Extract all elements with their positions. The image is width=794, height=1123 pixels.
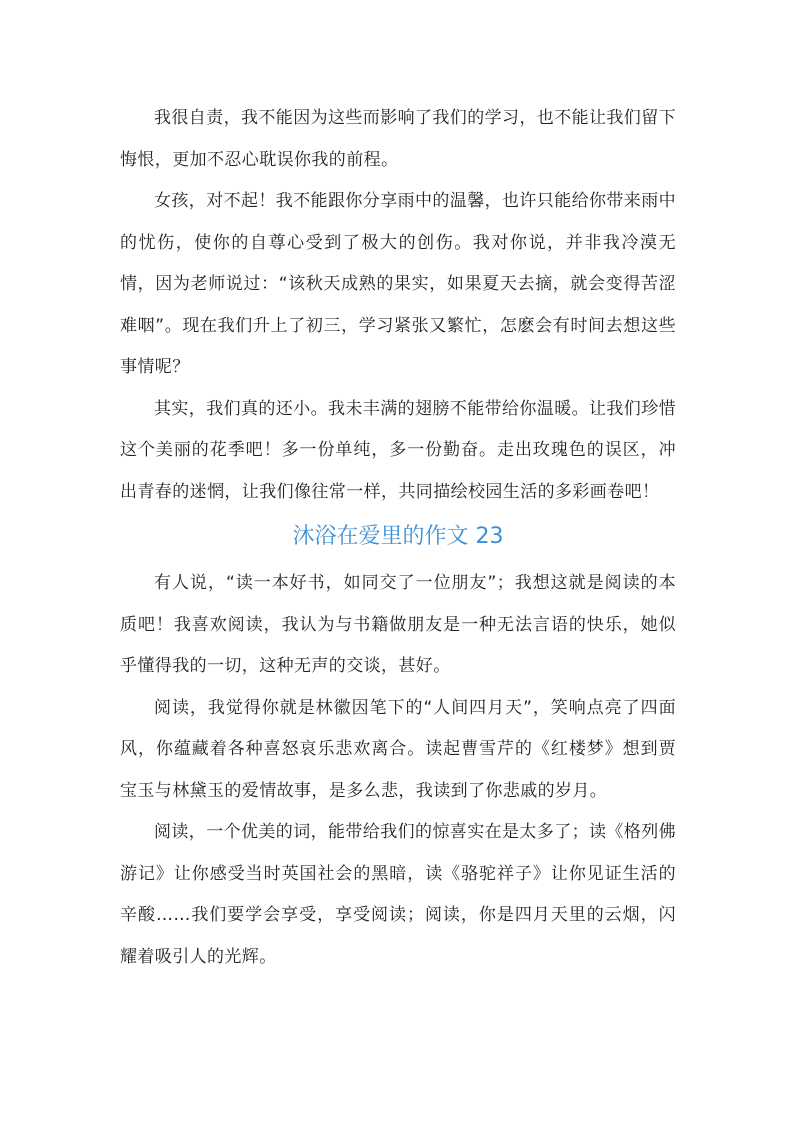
document-body <box>120 98 676 978</box>
paragraph-4: 有人说，“读一本好书，如同交了一位朋友”；我想这就是阅读的本质吧！我喜欢阅读，我认为与书籍做朋友是一种无法言语的快乐，她似乎懂得我的一切，这种无声的交谈，甚好。 <box>120 573 676 676</box>
paragraph-6: 阅读，一个优美的词，能带给我们的惊喜实在是太多了；读《格列佛游记》让你感受当时英国社会的黑暗，读《骆驼祥子》让你见证生活的辛酸……我们要学会享受，享受阅读；阅读，你是四月天里的云烟，闪耀着吸引人的光辉。 <box>120 822 676 967</box>
paragraph-3: 其实，我们真的还小。我未丰满的翅膀不能带给你温暖。让我们珍惜这个美丽的花季吧！多一份单纯，多一份勤奋。走出玫瑰色的误区，冲出青春的迷惘，让我们像往常一样，共同描绘校园生活的多彩画卷吧！ <box>120 398 676 502</box>
paragraph-5: 阅读，我觉得你就是林徽因笔下的“人间四月天”，笑响点亮了四面风，你蕴藏着各种喜怒哀乐悲欢离合。读起曹雪芹的《红楼梦》想到贾宝玉与林黛玉的爱情故事，是多么悲，我读到了你悲戚的岁月。 <box>120 697 676 801</box>
section-heading: 沐浴在爱里的作文 23 <box>292 524 504 549</box>
paragraph-1: 我很自责，我不能因为这些而影响了我们的学习，也不能让我们留下悔恨，更加不忍心耽误你我的前程。 <box>120 108 676 170</box>
paragraph-2: 女孩，对不起！我不能跟你分享雨中的温馨，也许只能给你带来雨中的忧伤，使你的自尊心受到了极大的创伤。我对你说，并非我冷漠无情，因为老师说过：“该秋天成熟的果实，如果夏天去摘，就会变得苦涩难咽”。现在我们升上了初三，学习紧张又繁忙，怎麽会有时间去想这些事情呢？ <box>120 191 676 377</box>
